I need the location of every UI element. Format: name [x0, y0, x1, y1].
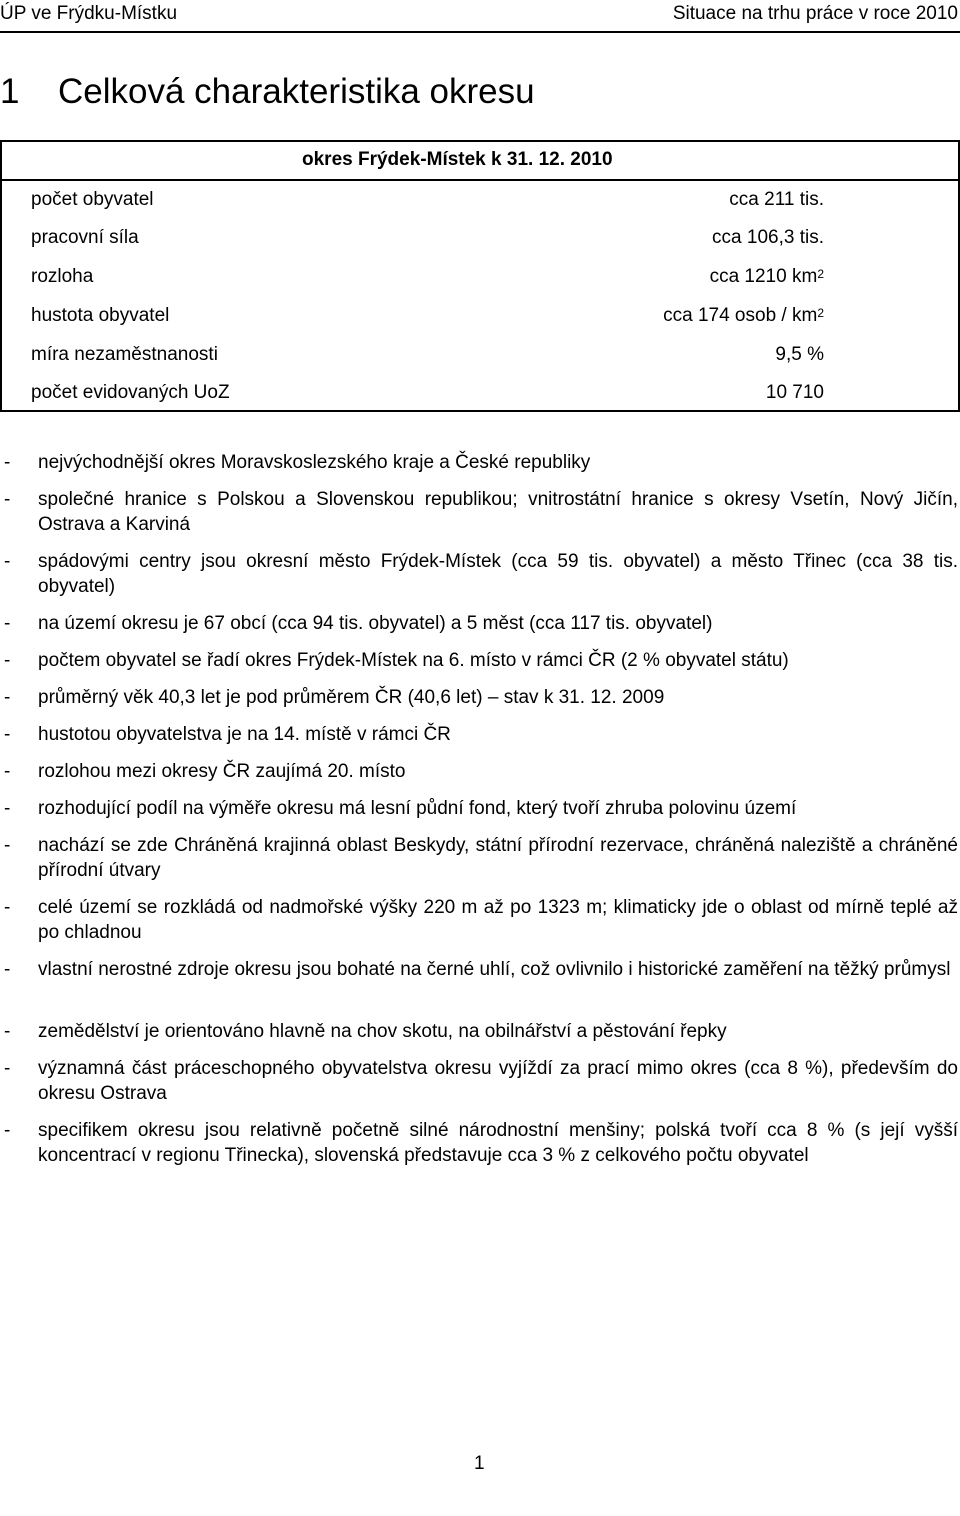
bullet-dash: -	[4, 687, 11, 708]
table-header-row	[2, 142, 958, 181]
table-column-header: okres Frýdek-Místek k 31. 12. 2010	[302, 149, 613, 170]
header-right-text: Situace na trhu práce v roce 2010	[672, 3, 958, 24]
list-item-text: nachází se zde Chráněná krajinná oblast Beskydy, státní přírodní rezervace, chráněná naleziště a chráněné přírodní útvary	[38, 835, 958, 881]
table-row	[2, 258, 958, 296]
table-row-label: rozloha	[31, 266, 94, 287]
bullet-dash: -	[4, 761, 11, 782]
bullet-dash: -	[4, 452, 11, 473]
table-row-value: 9,5 %	[775, 344, 824, 365]
table-row-value: cca 1210 $km^2$	[709, 266, 824, 287]
table-row-label: míra nezaměstnanosti	[31, 344, 218, 365]
bullet-dash: -	[4, 650, 11, 671]
bullet-dash: -	[4, 1058, 11, 1079]
summary-table	[0, 140, 960, 412]
section-number: 1	[0, 72, 20, 111]
table-row-label: hustota obyvatel	[31, 305, 170, 326]
list-item-text: specifikem okresu jsou relativně početně silné národnostní menšiny; polská tvoří cca 8 % (s její vyšší koncentrací v regionu Třinecka), slovenská představuje cca 3 % z celkového počtu obyvatel	[38, 1120, 958, 1166]
header-left-text: ÚP ve Frýdku-Místku	[0, 3, 178, 24]
bullet-dash: -	[4, 551, 11, 572]
table-row	[2, 219, 958, 257]
section-title	[0, 72, 535, 112]
section-title-text: Celková charakteristika okresu	[58, 72, 535, 111]
table-row	[2, 336, 958, 374]
bullet-dash: -	[4, 1021, 11, 1042]
bullet-dash: -	[4, 959, 11, 980]
list-item-text: společné hranice s Polskou a Slovenskou republikou; vnitrostátní hranice s okresy Vsetín, Nový Jičín, Ostrava a Karviná	[38, 489, 958, 535]
table-row	[2, 374, 958, 412]
table-row	[2, 297, 958, 335]
page-number: 1	[474, 1453, 485, 1474]
bullet-dash: -	[4, 1120, 11, 1141]
list-item-text: vlastní nerostné zdroje okresu jsou bohaté na černé uhlí, což ovlivnilo i historické zaměření na těžký průmysl	[38, 959, 951, 980]
bullet-dash: -	[4, 613, 11, 634]
table-row	[2, 181, 958, 219]
list-item-text: celé území se rozkládá od nadmořské výšky 220 m až po 1323 m; klimaticky jde o oblast od mírně teplé až po chladnou	[38, 897, 958, 943]
table-row-value: cca 174 osob / $km^2$	[663, 305, 824, 326]
table-row-value: cca 211 tis.	[729, 189, 824, 210]
header-rule	[0, 31, 960, 33]
bullet-dash: -	[4, 489, 11, 510]
table-row-value: 10 710	[765, 382, 824, 403]
list-item-text: průměrný věk 40,3 let je pod průměrem ČR (40,6 let) – stav k 31. 12. 2009	[38, 687, 665, 708]
list-item-text: počtem obyvatel se řadí okres Frýdek-Místek na 6. místo v rámci ČR (2 % obyvatel státu)	[38, 650, 789, 671]
list-item-text: na území okresu je 67 obcí (cca 94 tis. obyvatel) a 5 měst (cca 117 tis. obyvatel)	[38, 613, 713, 634]
bullet-dash: -	[4, 835, 11, 856]
list-item-text: hustotou obyvatelstva je na 14. místě v rámci ČR	[38, 724, 451, 745]
bullet-dash: -	[4, 724, 11, 745]
bullet-dash: -	[4, 897, 11, 918]
table-row-label: pracovní síla	[31, 227, 139, 248]
list-item-text: rozhodující podíl na výměře okresu má lesní půdní fond, který tvoří zhruba polovinu území	[38, 798, 797, 819]
running-header	[0, 3, 960, 29]
list-item-text: rozlohou mezi okresy ČR zaujímá 20. místo	[38, 761, 406, 782]
table-row-value: cca 106,3 tis.	[712, 227, 824, 248]
list-item-text: významná část práceschopného obyvatelstva okresu vyjíždí za prací mimo okres (cca 8 %), především do okresu Ostrava	[38, 1058, 958, 1104]
list-item-text: nejvýchodnější okres Moravskoslezského kraje a České republiky	[38, 452, 591, 473]
table-row-label: počet evidovaných UoZ	[31, 382, 230, 403]
bullet-dash: -	[4, 798, 11, 819]
list-item-text: spádovými centry jsou okresní město Frýdek-Místek (cca 59 tis. obyvatel) a město Třinec (cca 38 tis. obyvatel)	[38, 551, 958, 597]
table-row-label: počet obyvatel	[31, 189, 154, 210]
list-item-text: zemědělství je orientováno hlavně na chov skotu, na obilnářství a pěstování řepky	[38, 1021, 727, 1042]
